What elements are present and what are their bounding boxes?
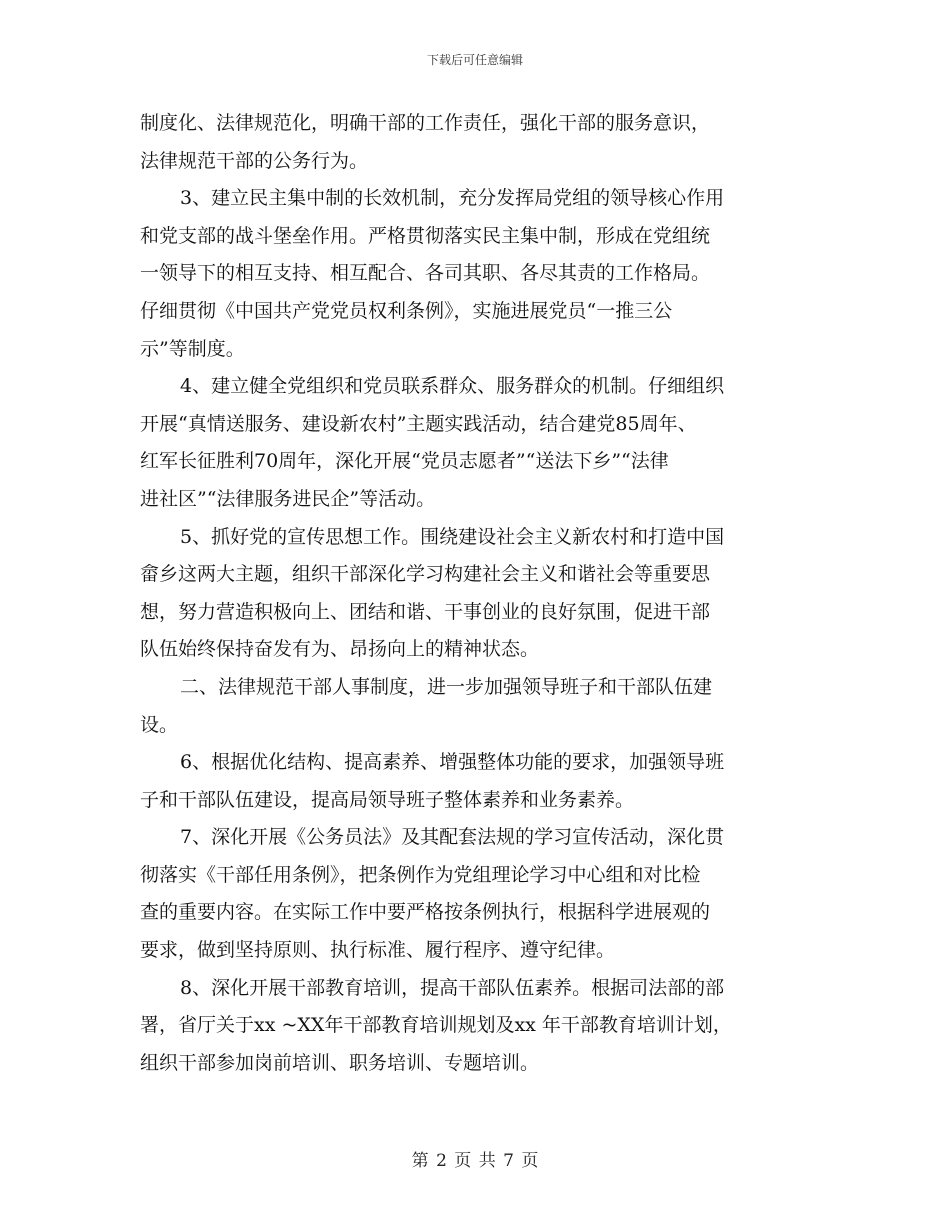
text-line: 红军长征胜利70周年，深化开展“党员志愿者”“送法下乡”“法律 xyxy=(140,450,669,473)
text-line: 5、抓好党的宣传思想工作。围绕建设社会主义新农村和打造中国 xyxy=(180,525,725,548)
text-line: 7、深化开展《公务员法》及其配套法规的学习宣传活动，深化贯 xyxy=(180,826,725,849)
text-line: 一领导下的相互支持、相互配合、各司其职、各尽其责的工作格局。 xyxy=(140,262,711,285)
text-line: 法律规范干部的公务行为。 xyxy=(140,149,369,172)
text-line: 8、深化开展干部教育培训，提高干部队伍素养。根据司法部的部 xyxy=(180,976,725,999)
text-line: 仔细贯彻《中国共产党党员权利条例》，实施进展党员“一推三公 xyxy=(140,299,673,322)
text-line: 想，努力营造积极向上、团结和谐、干事创业的良好氛围，促进干部 xyxy=(140,600,711,623)
text-line: 二、法律规范干部人事制度，进一步加强领导班子和干部队伍建 xyxy=(180,675,713,698)
text-line: 4、建立健全党组织和党员联系群众、服务群众的机制。仔细组织 xyxy=(180,375,725,398)
text-line: 子和干部队伍建设，提高局领导班子整体素养和业务素养。 xyxy=(140,788,635,811)
text-line: 彻落实《干部任用条例》，把条例作为党组理论学习中心组和对比检 xyxy=(140,863,701,886)
text-line: 示”等制度。 xyxy=(140,337,245,360)
text-line: 队伍始终保持奋发有为、昂扬向上的精神状态。 xyxy=(140,638,540,661)
text-line: 要求，做到坚持原则、执行标准、履行程序、遵守纪律。 xyxy=(140,939,616,962)
text-line: 设。 xyxy=(140,713,179,736)
text-line: 和党支部的战斗堡垒作用。严格贯彻落实民主集中制，形成在党组统 xyxy=(140,224,711,247)
text-line: 组织干部参加岗前培训、职务培训、专题培训。 xyxy=(140,1051,540,1074)
page-header: 下载后可任意编辑 xyxy=(426,53,523,67)
text-line: 制度化、法律规范化，明确干部的工作责任，强化干部的服务意识， xyxy=(140,112,711,134)
page-footer: 第 2 页 共 7 页 xyxy=(411,1151,539,1171)
text-line: 开展“真情送服务、建设新农村”主题实践活动，结合建党85周年、 xyxy=(140,412,697,435)
text-line: 畲乡这两大主题，组织干部深化学习构建社会主义和谐社会等重要思 xyxy=(140,563,711,586)
document-body xyxy=(140,105,820,1082)
text-line: 3、建立民主集中制的长效机制，充分发挥局党组的领导核心作用 xyxy=(180,187,725,210)
text-line: 署，省厅关于xx ~XX年干部教育培训规划及xx 年干部教育培训计划， xyxy=(140,1014,732,1037)
text-line: 查的重要内容。在实际工作中要严格按条例执行，根据科学进展观的 xyxy=(140,901,711,924)
text-line: 6、根据优化结构、提高素养、增强整体功能的要求，加强领导班 xyxy=(180,751,725,774)
text-line: 进社区”“法律服务进民企”等活动。 xyxy=(140,487,436,510)
